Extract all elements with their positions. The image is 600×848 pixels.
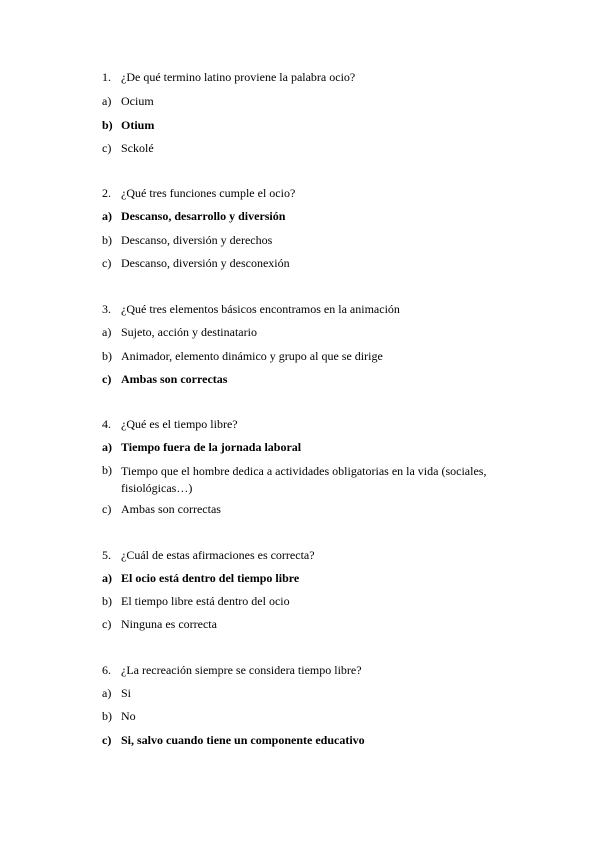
option-text: Otium xyxy=(121,118,155,132)
question-text: ¿Qué tres funciones cumple el ocio? xyxy=(121,186,296,200)
question-text: ¿Cuál de estas afirmaciones es correcta? xyxy=(121,548,315,562)
question-number: 2. xyxy=(102,186,111,200)
option-letter: c) xyxy=(102,256,112,270)
question-line xyxy=(0,663,600,677)
option-letter: c) xyxy=(102,733,112,747)
option-letter: a) xyxy=(102,94,112,108)
option-c xyxy=(0,617,600,631)
question-line xyxy=(0,548,600,562)
question-line xyxy=(0,302,600,316)
option-text: El ocio está dentro del tiempo libre xyxy=(121,571,300,585)
question-text: ¿De qué termino latino proviene la palabra ocio? xyxy=(121,70,356,84)
option-text: Descanso, desarrollo y diversión xyxy=(121,209,286,223)
option-letter: b) xyxy=(102,118,113,132)
option-b xyxy=(0,463,600,497)
option-text: Sujeto, acción y destinatario xyxy=(121,325,257,339)
option-b xyxy=(0,233,600,247)
option-letter: a) xyxy=(102,440,112,454)
question-number: 1. xyxy=(102,70,111,84)
option-text: Si, salvo cuando tiene un componente educativo xyxy=(121,733,365,747)
question-line xyxy=(0,186,600,200)
option-letter: c) xyxy=(102,502,112,516)
option-letter: b) xyxy=(102,233,112,247)
option-c xyxy=(0,372,600,386)
option-c xyxy=(0,733,600,747)
option-text: Tiempo que el hombre dedica a actividades obligatorias en la vida (sociales, fisiológicas…) xyxy=(121,464,487,495)
question-number: 5. xyxy=(102,548,111,562)
option-text: Descanso, diversión y desconexión xyxy=(121,256,290,270)
option-a xyxy=(0,686,600,700)
option-text: El tiempo libre está dentro del ocio xyxy=(121,594,290,608)
option-a xyxy=(0,325,600,339)
option-letter: a) xyxy=(102,325,112,339)
option-text: Ambas son correctas xyxy=(121,372,228,386)
option-letter: c) xyxy=(102,617,112,631)
option-a xyxy=(0,440,600,454)
option-c xyxy=(0,256,600,270)
option-b xyxy=(0,118,600,132)
option-text: Descanso, diversión y derechos xyxy=(121,233,273,247)
option-text: Ninguna es correcta xyxy=(121,617,217,631)
question-line xyxy=(0,70,600,84)
option-letter: b) xyxy=(102,709,112,723)
option-text: Ambas son correctas xyxy=(121,502,221,516)
option-text: No xyxy=(121,709,136,723)
option-letter: c) xyxy=(102,141,112,155)
option-letter: a) xyxy=(102,209,112,223)
question-text: ¿Qué es el tiempo libre? xyxy=(121,417,238,431)
option-b xyxy=(0,594,600,608)
question-number: 4. xyxy=(102,417,111,431)
option-letter: c) xyxy=(102,372,112,386)
option-letter: b) xyxy=(102,463,112,477)
option-c xyxy=(0,502,600,516)
option-text: Sckolé xyxy=(121,141,154,155)
question-line xyxy=(0,417,600,431)
option-a xyxy=(0,94,600,108)
option-b xyxy=(0,709,600,723)
option-a xyxy=(0,571,600,585)
option-c xyxy=(0,141,600,155)
option-text: Si xyxy=(121,686,132,700)
option-a xyxy=(0,209,600,223)
option-letter: b) xyxy=(102,594,112,608)
option-letter: a) xyxy=(102,571,112,585)
option-text: Animador, elemento dinámico y grupo al que se dirige xyxy=(121,349,383,363)
question-number: 3. xyxy=(102,302,111,316)
option-text: Tiempo fuera de la jornada laboral xyxy=(121,440,302,454)
question-number: 6. xyxy=(102,663,111,677)
option-text: Ocium xyxy=(121,94,154,108)
option-letter: b) xyxy=(102,349,112,363)
option-b xyxy=(0,349,600,363)
option-letter: a) xyxy=(102,686,112,700)
question-text: ¿Qué tres elementos básicos encontramos en la animación xyxy=(121,302,400,316)
question-text: ¿La recreación siempre se considera tiempo libre? xyxy=(121,663,362,677)
